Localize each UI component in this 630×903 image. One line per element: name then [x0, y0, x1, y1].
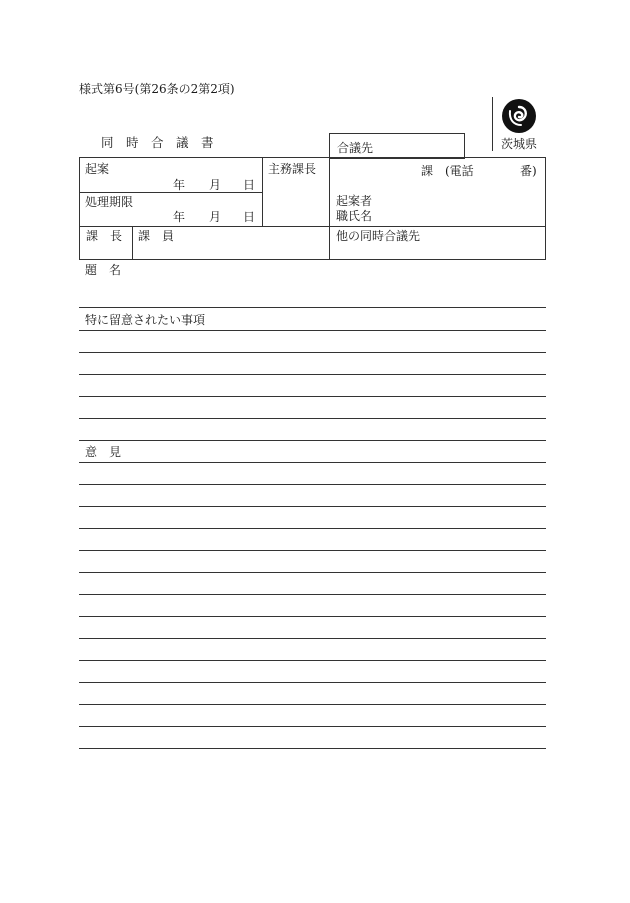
prefecture-name: 茨城県 [501, 137, 538, 151]
table-divider-2 [329, 157, 330, 260]
subject-label: 題 名 [85, 263, 122, 277]
opinion-line[interactable] [79, 726, 546, 727]
name-title-label: 職氏名 [336, 209, 373, 223]
phone-open: (電話 [445, 164, 474, 178]
opinion-line[interactable] [79, 550, 546, 551]
drafted-year[interactable]: 年 [173, 178, 186, 192]
deadline-year[interactable]: 年 [173, 210, 186, 224]
chief-manager-label: 主務課長 [268, 162, 317, 176]
opinion-line[interactable] [79, 704, 546, 705]
opinion-label: 意 見 [85, 445, 122, 459]
consult-to-box[interactable] [329, 133, 465, 159]
deadline-label: 処理期限 [85, 195, 134, 209]
opinion-line[interactable] [79, 462, 546, 463]
notes-line[interactable] [79, 330, 546, 331]
staff-label: 課 員 [138, 229, 175, 243]
notes-label: 特に留意されたい事項 [85, 313, 206, 327]
section-chief-label: 課 長 [86, 229, 123, 243]
department-ka: 課 [421, 164, 434, 178]
opinion-line[interactable] [79, 506, 546, 507]
opinion-line[interactable] [79, 638, 546, 639]
opinion-line[interactable] [79, 572, 546, 573]
form-number: 様式第6号(第26条の2第2項) [79, 82, 235, 96]
opinion-line[interactable] [79, 682, 546, 683]
deadline-month[interactable]: 月 [209, 210, 222, 224]
table-row-divider-2 [79, 226, 546, 227]
notes-line[interactable] [79, 418, 546, 419]
drafted-day[interactable]: 日 [243, 178, 256, 192]
table-divider-3 [132, 226, 133, 260]
opinion-line[interactable] [79, 660, 546, 661]
notes-line[interactable] [79, 440, 546, 441]
notes-line[interactable] [79, 396, 546, 397]
notes-line[interactable] [79, 374, 546, 375]
phone-close: 番) [520, 164, 537, 178]
table-row-divider-1 [79, 192, 263, 193]
drafted-label: 起案 [85, 162, 110, 176]
document-title: 同 時 合 議 書 [101, 135, 214, 150]
subject-line[interactable] [79, 307, 546, 308]
drafted-month[interactable]: 月 [209, 178, 222, 192]
logo-divider [492, 97, 493, 151]
notes-line[interactable] [79, 352, 546, 353]
opinion-line[interactable] [79, 616, 546, 617]
opinion-line[interactable] [79, 594, 546, 595]
deadline-day[interactable]: 日 [243, 210, 256, 224]
opinion-line[interactable] [79, 528, 546, 529]
consult-to-label: 合議先 [337, 141, 374, 155]
other-consult-label: 他の同時合議先 [336, 229, 421, 243]
drafter-label: 起案者 [336, 194, 373, 208]
opinion-line[interactable] [79, 484, 546, 485]
ibaraki-emblem-icon [501, 98, 537, 134]
opinion-line[interactable] [79, 748, 546, 749]
